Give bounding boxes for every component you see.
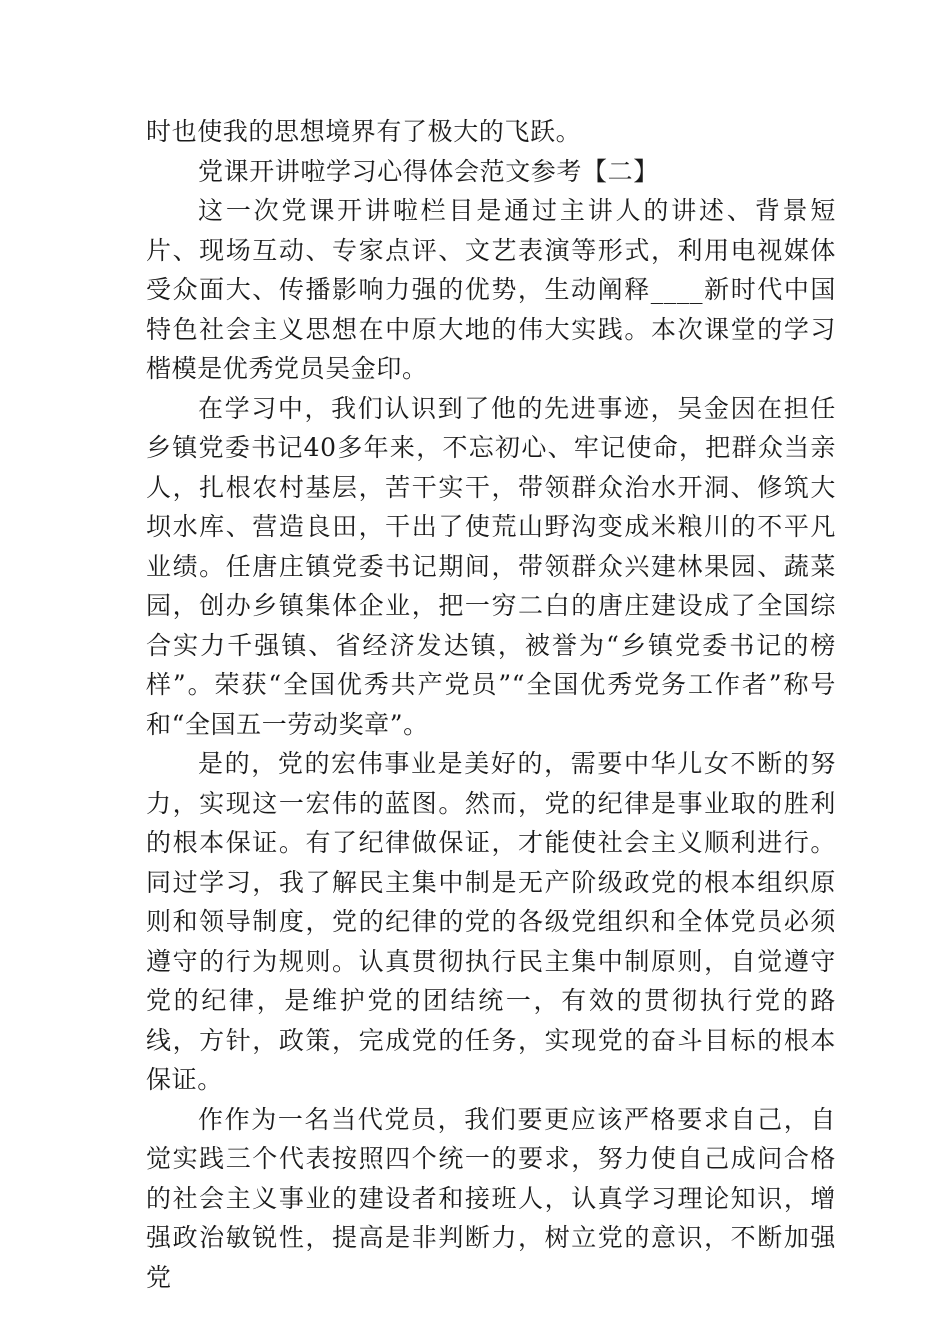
- paragraph: 在学习中，我们认识到了他的先进事迹，吴金因在担任乡镇党委书记40多年来，不忘初心、牢记使命，把群众当亲人，扎根农村基层，苦干实干，带领群众治水开洞、修筑大坝水库、营造良田，干出了使荒山野沟变成米粮川的不平凡业绩。任唐庄镇党委书记期间，带领群众兴建林果园、蔬菜园，创办乡镇集体企业，把一穷二白的唐庄建设成了全国综合实力千强镇、省经济发达镇，被誉为“乡镇党委书记的榜样”。荣获“全国优秀共产党员”“全国优秀党务工作者”称号和“全国五一劳动奖章”。: [146, 393, 836, 739]
- paragraph-continuation: 时也使我的思想境界有了极大的飞跃。: [146, 117, 582, 146]
- document-body: [146, 112, 836, 1297]
- section-heading: 党课开讲啦学习心得体会范文参考【二】: [198, 156, 659, 186]
- paragraph: 作作为一名当代党员，我们要更应该严格要求自己，自觉实践三个代表按照四个统一的要求，努力使自己成问合格的社会主义事业的建设者和接班人，认真学习理论知识，增强政治敏锐性，提高是非判断力，树立党的意识，不断加强党: [146, 1104, 836, 1292]
- paragraph: 这一次党课开讲啦栏目是通过主讲人的讲述、背景短片、现场互动、专家点评、文艺表演等形式，利用电视媒体受众面大、传播影响力强的优势，生动阐释____新时代中国特色社会主义思想在中原大地的伟大实践。本次课堂的学习楷模是优秀党员吴金印。: [146, 196, 836, 383]
- paragraph: 是的，党的宏伟事业是美好的，需要中华儿女不断的努力，实现这一宏伟的蓝图。然而，党的纪律是事业取的胜利的根本保证。有了纪律做保证，才能使社会主义顺利进行。同过学习，我了解民主集中制是无产阶级政党的根本组织原则和领导制度，党的纪律的党的各级党组织和全体党员必须遵守的行为规则。认真贯彻执行民主集中制原则，自觉遵守党的纪律，是维护党的团结统一，有效的贯彻执行党的路线，方针，政策，完成党的任务，实现党的奋斗目标的根本保证。: [146, 749, 836, 1094]
